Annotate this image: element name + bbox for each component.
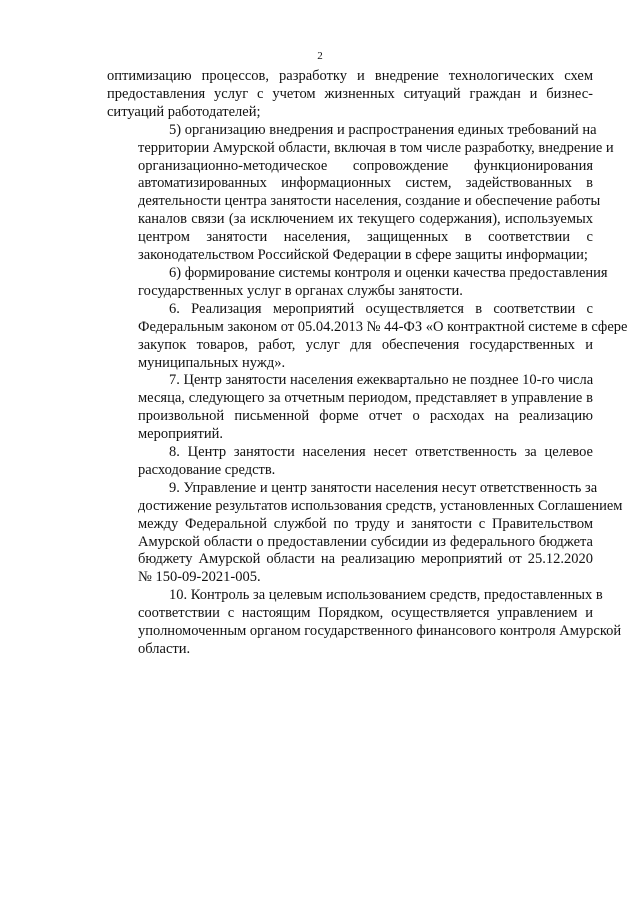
text-line: 10. Контроль за целевым использованием средств, предоставленных в [169, 587, 603, 604]
text-line: оптимизацию процессов, разработку и внедрение технологических схем [107, 68, 593, 84]
text-line: ситуаций работодателей; [107, 103, 261, 120]
text-line: 8. Центр занятости населения несет ответственность за целевое [169, 444, 593, 461]
text-line: между Федеральной службой по труду и занятости с Правительством [138, 515, 593, 532]
text-line: муниципальных нужд». [138, 354, 286, 371]
text-line: уполномоченным органом государственного финансового контроля Амурской [138, 623, 622, 640]
text-line: организационно-методическое сопровождение функционирования [138, 157, 593, 174]
text-line: месяца, следующего за отчетным периодом, представляет в управление в [138, 390, 593, 407]
paragraph-p-9 [107, 479, 623, 587]
page-number: 2 [317, 50, 323, 62]
document-body [107, 68, 628, 659]
text-line: 9. Управление и центр занятости населения несут ответственность за [169, 479, 598, 496]
text-line: достижение результатов использования средств, установленных Соглашением [138, 497, 623, 514]
paragraph-p-7 [107, 372, 593, 444]
text-line: 5) организацию внедрения и распространения единых требований на [169, 121, 597, 138]
text-line: области. [138, 641, 191, 657]
text-line: каналов связи (за исключением их текущего содержания), используемых [138, 211, 593, 228]
text-line: № 150-09-2021-005. [138, 569, 261, 586]
text-line: Амурской области о предоставлении субсидии из федерального бюджета [138, 533, 593, 550]
text-line: центром занятости населения, защищенных в соответствии с [138, 229, 593, 246]
text-line: 6. Реализация мероприятий осуществляется в соответствии с [169, 300, 593, 317]
paragraph-p-6-sub [107, 264, 608, 301]
text-line: закупок товаров, работ, услуг для обеспечения государственных и [138, 336, 593, 353]
text-line: 6) формирование системы контроля и оценки качества предоставления [169, 264, 608, 281]
text-line: государственных услуг в органах службы занятости. [138, 282, 463, 299]
text-line: предоставления услуг с учетом жизненных ситуаций граждан и бизнес- [107, 85, 593, 102]
text-line: мероприятий. [138, 426, 224, 443]
text-line: Федеральным законом от 05.04.2013 № 44-ФЗ «О контрактной системе в сфере [138, 318, 628, 335]
paragraph-p-5 [107, 121, 614, 265]
text-line: автоматизированных информационных систем, задействованных в [138, 175, 593, 192]
paragraph-p-cont [107, 68, 593, 122]
text-line: бюджету Амурской области на реализацию мероприятий от 25.12.2020 [138, 551, 593, 568]
text-line: расходование средств. [138, 461, 276, 478]
text-line: законодательством Российской Федерации в сфере защиты информации; [138, 247, 588, 264]
text-line: соответствии с настоящим Порядком, осуществляется управлением и [138, 605, 593, 622]
paragraph-p-10 [107, 587, 622, 659]
text-line: территории Амурской области, включая в том числе разработку, внедрение и [138, 139, 614, 156]
text-line: деятельности центра занятости населения, создание и обеспечение работы [138, 193, 601, 210]
paragraph-p-8 [107, 444, 593, 480]
text-line: 7. Центр занятости населения ежеквартально не позднее 10-го числа [169, 372, 594, 389]
paragraph-p-6 [107, 300, 628, 373]
text-line: произвольной письменной форме отчет о расходах на реализацию [138, 408, 593, 425]
